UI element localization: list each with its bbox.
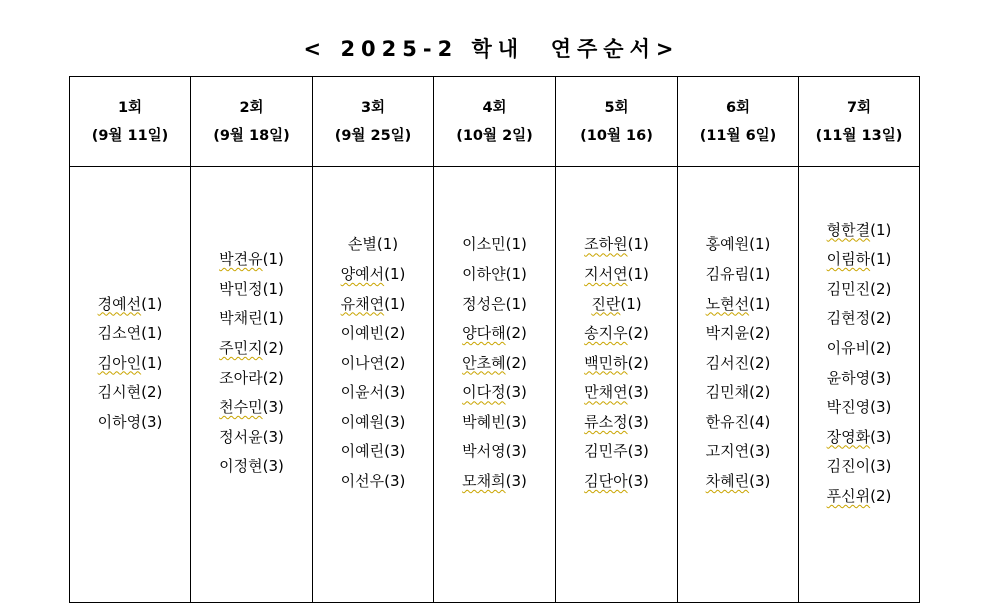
performer-name: 양예서 [340,264,385,283]
performer-grade: (1) [262,279,284,298]
performer-grade: (2) [141,383,163,402]
performer-entry [706,290,771,320]
performer-name: 홍예원 [705,235,750,254]
performer-entry [827,393,892,423]
performer-name: 김민주 [584,442,628,461]
performer-name: 한유진 [705,412,750,431]
performer-entry [348,230,398,260]
performer-grade: (1) [620,294,642,313]
performer-entry [827,304,892,334]
performer-grade: (3) [384,442,406,461]
session-performers-3 [313,167,434,602]
performer-grade: (2) [627,324,649,343]
performer-name: 김유림 [705,264,750,283]
performer-grade: (2) [384,353,406,372]
performer-name: 양다해 [462,324,506,343]
performer-entry [706,408,771,438]
performer-grade: (3) [749,472,771,491]
performer-entry [827,364,892,394]
performer-grade: (2) [870,309,892,328]
session-header-6 [678,77,799,167]
performer-entry [219,275,284,305]
performer-grade: (1) [384,264,406,283]
performer-name: 고지연 [705,442,750,461]
performer-entry [98,349,163,379]
performer-name: 유채연 [340,294,385,313]
performer-entry [706,260,771,290]
performer-name: 이유비 [826,338,871,357]
session-date: (11월 13일) [815,127,903,144]
performer-entry [584,230,649,260]
performer-entry [341,349,406,379]
performer-grade: (2) [749,324,771,343]
session-header-3 [313,77,434,167]
performer-entry [584,408,649,438]
performer-name: 조하원 [584,235,628,254]
performer-grade: (2) [262,338,284,357]
session-performers-6 [678,167,799,602]
performer-grade: (3) [749,442,771,461]
performer-grade: (3) [627,383,649,402]
performer-entry [341,408,406,438]
performer-entry [341,437,406,467]
performer-entry [706,437,771,467]
performer-name: 김시현 [97,383,142,402]
recital-schedule-table [69,76,920,603]
performer-grade: (3) [384,412,406,431]
performer-grade: (3) [627,472,649,491]
performer-name: 장영화 [826,427,871,446]
session-date: (10월 16) [580,127,653,144]
performer-name: 안초혜 [462,353,506,372]
performer-name: 정성은 [462,294,506,313]
performer-name: 송지우 [584,324,628,343]
performer-grade: (1) [262,309,284,328]
performer-entry [462,260,527,290]
performer-entry [98,290,163,320]
session-header-1 [70,77,191,167]
performer-name: 이정현 [219,457,263,476]
performer-entry [341,319,406,349]
performer-entry [462,408,527,438]
performer-grade: (1) [505,264,527,283]
performer-name: 류소정 [584,412,628,431]
performer-grade: (1) [141,324,163,343]
performer-entry [219,452,284,482]
session-header-7 [799,77,919,167]
session-performers-1 [70,167,191,602]
performer-grade: (1) [141,353,163,372]
performer-name: 조아라 [219,368,263,387]
performer-name: 김서진 [705,353,750,372]
session-performers-4 [434,167,556,602]
performer-grade: (1) [749,294,771,313]
performer-entry [584,437,649,467]
session-performers-5 [556,167,678,602]
performer-name: 정서윤 [219,427,263,446]
performer-grade: (3) [262,398,284,417]
performer-entry [219,423,284,453]
performer-grade: (1) [627,235,649,254]
performer-grade: (1) [627,264,649,283]
performer-entry [706,230,771,260]
performer-entry [591,290,641,320]
performer-grade: (3) [870,368,892,387]
performer-entry [827,482,892,512]
performer-entry [706,319,771,349]
session-round: 1회 [117,99,143,116]
session-round: 6회 [725,99,751,116]
performer-entry [462,378,527,408]
performer-grade: (2) [505,353,527,372]
performer-entry [462,319,527,349]
performer-grade: (4) [749,412,771,431]
performer-entry [584,319,649,349]
session-header-5 [556,77,678,167]
performer-entry [98,378,163,408]
performer-entry [706,378,771,408]
performer-name: 만채연 [584,383,628,402]
performer-name: 김아인 [97,353,142,372]
performer-entry [827,245,892,275]
session-round: 3회 [360,99,386,116]
performer-entry [706,467,771,497]
performer-name: 이림하 [826,250,871,269]
performer-grade: (3) [627,412,649,431]
performer-name: 이선우 [340,472,385,491]
performer-name: 이예원 [340,412,385,431]
session-header-2 [191,77,313,167]
performer-entry [462,230,527,260]
performer-entry [219,304,284,334]
performer-grade: (2) [870,279,892,298]
performer-name: 이나연 [340,353,385,372]
performer-name: 김민채 [705,383,750,402]
performer-name: 박채린 [219,309,263,328]
performer-entry [98,408,163,438]
performer-name: 형한결 [826,220,871,239]
performer-grade: (3) [262,427,284,446]
session-round: 2회 [239,99,264,116]
performer-entry [584,260,649,290]
performer-name: 이소민 [462,235,506,254]
performer-grade: (3) [141,412,163,431]
performer-grade: (3) [384,383,406,402]
performer-name: 경예선 [97,294,142,313]
performer-grade: (1) [384,294,406,313]
performer-name: 김현정 [826,309,871,328]
performer-name: 김단아 [584,472,628,491]
performer-name: 박민정 [219,279,263,298]
performer-grade: (3) [505,472,527,491]
performer-name: 진란 [591,294,621,313]
performer-name: 손별 [347,235,377,254]
performer-entry [827,275,892,305]
performer-grade: (1) [376,235,399,254]
performer-entry [462,290,527,320]
performer-name: 이예빈 [340,324,385,343]
performer-name: 이예린 [340,442,385,461]
performer-grade: (3) [505,383,527,402]
performer-name: 이하얀 [462,264,506,283]
performer-name: 주민지 [219,338,263,357]
performer-name: 김진이 [826,457,871,476]
performer-grade: (1) [870,220,892,239]
performer-name: 푸신위 [826,486,871,505]
performer-name: 모채희 [462,472,506,491]
performer-entry [584,467,649,497]
performer-entry [584,378,649,408]
performer-entry [462,349,527,379]
performer-name: 백민하 [584,353,628,372]
performer-name: 천수민 [219,398,263,417]
session-date: (9월 18일) [213,127,290,144]
performer-name: 박진영 [826,398,871,417]
performer-entry [98,319,163,349]
performer-name: 박혜빈 [462,412,506,431]
performer-name: 노현선 [705,294,750,313]
performer-grade: (2) [749,383,771,402]
performer-name: 이다정 [462,383,506,402]
performer-grade: (3) [505,412,527,431]
performer-entry [219,364,284,394]
performer-grade: (2) [870,486,892,505]
performer-entry [219,245,284,275]
performer-entry [219,334,284,364]
performer-grade: (2) [749,353,771,372]
performer-name: 박지윤 [705,324,750,343]
performer-grade: (2) [384,324,406,343]
performer-name: 지서연 [584,264,628,283]
performer-grade: (2) [262,368,284,387]
session-performers-7 [799,167,919,602]
session-date: (11월 6일) [699,127,777,144]
performer-name: 이윤서 [340,383,385,402]
performer-grade: (3) [870,427,892,446]
performer-entry [219,393,284,423]
performer-grade: (1) [505,235,527,254]
session-round: 5회 [604,99,629,116]
session-date: (9월 25일) [334,127,412,144]
performer-entry [827,452,892,482]
session-date: (9월 11일) [91,127,169,144]
performer-grade: (3) [870,398,892,417]
performer-grade: (2) [505,324,527,343]
performer-entry [341,467,406,497]
performer-name: 차혜린 [705,472,750,491]
performer-entry [827,423,892,453]
performer-entry [341,378,406,408]
performer-entry [462,437,527,467]
performer-name: 윤하영 [826,368,871,387]
performer-grade: (3) [505,442,527,461]
performer-entry [827,334,892,364]
performer-grade: (1) [141,294,163,313]
performer-grade: (1) [749,264,771,283]
performer-name: 김민진 [826,279,871,298]
performer-name: 박서영 [462,442,506,461]
performer-entry [341,290,406,320]
performer-entry [584,349,649,379]
performer-name: 박견유 [219,250,263,269]
performer-grade: (3) [384,472,406,491]
performer-grade: (3) [262,457,284,476]
performer-grade: (1) [262,250,284,269]
performer-entry [827,216,892,246]
performer-grade: (1) [870,250,892,269]
performer-name: 김소연 [97,324,142,343]
session-header-4 [434,77,556,167]
session-round: 4회 [482,99,507,116]
performer-entry [462,467,527,497]
page-title: < 2025-2 학내 연주순서> [303,37,680,61]
performer-entry [706,349,771,379]
session-round: 7회 [846,99,872,116]
performer-entry [341,260,406,290]
session-date: (10월 2일) [456,127,533,144]
performer-grade: (3) [870,457,892,476]
performer-name: 이하영 [97,412,142,431]
performer-grade: (1) [505,294,527,313]
performer-grade: (1) [749,235,771,254]
session-performers-2 [191,167,313,602]
performer-grade: (2) [870,338,892,357]
performer-grade: (2) [627,353,649,372]
performer-grade: (3) [627,442,649,461]
